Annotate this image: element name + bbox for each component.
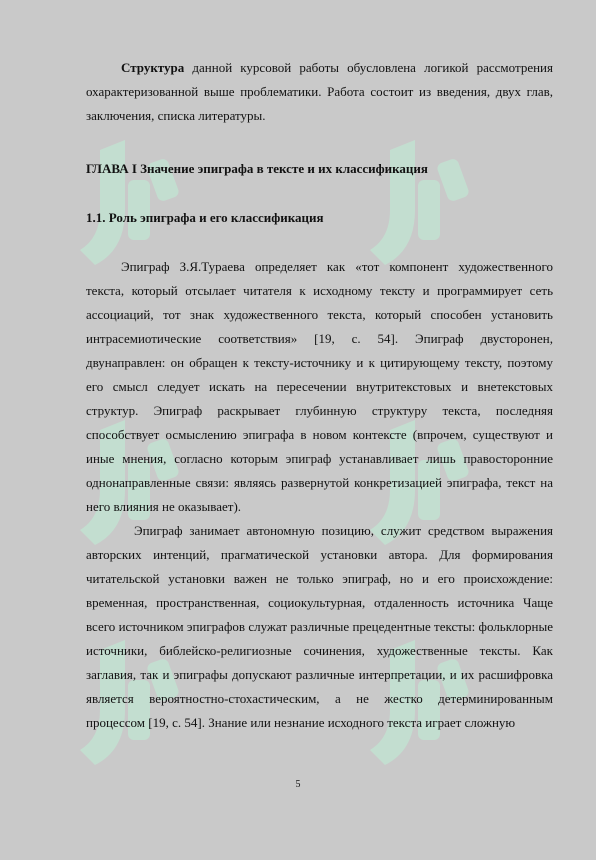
- intro-lead-word: Структура: [121, 60, 185, 75]
- page-number: 5: [295, 779, 301, 790]
- chapter-heading: ГЛАВА I Значение эпиграфа в тексте и их классификация: [86, 161, 428, 176]
- body-paragraph-2: Эпиграф занимает автономную позицию, служит средством выражения авторских интенций, прагматической установки автора. Для формирования читательской установки важен не только эпиграф, но и его происхождение: временная, пространственная, социокультурная, отдаленность источника Чаще всего источником эпиграфов служат различные прецедентные тексты: фольклорные источники, библейско-религиозные сочинения, художественные тексты. Как заглавия, так и эпиграфы допускают различные интерпретации, и их расшифровка является вероятностно-стохастическим, а не жестко детерминированным процессом [19, с. 54]. Знание или незнание исходного текста играет сложную: [86, 523, 553, 730]
- intro-text: данной курсовой работы обусловлена логикой рассмотрения охарактеризованной выше проблематики. Работа состоит из введения, двух глав, заключения, списка литературы.: [86, 60, 553, 123]
- intro-paragraph: [86, 56, 553, 128]
- body-paragraph-1: Эпиграф З.Я.Тураева определяет как «тот компонент художественного текста, который отсылает читателя к исходному тексту и программирует сеть ассоциаций, тот знак художественного текста, который способен установить интрасемиотические соответствия» [19, с. 54]. Эпиграф двусторонен, двунаправлен: он обращен к тексту-источнику и к цитирующему тексту, поэтому его смысл следует искать на пересечении внутритекстовых и внетекстовых структур. Эпиграф раскрывает глубинную структуру текста, последняя способствует осмыслению эпиграфа в новом контексте (впрочем, существуют и иные мнения, согласно которым эпиграф устанавливает лишь правосторонние однонаправленные связи: являясь развернутой конкретизацией эпиграфа, текст на него влияния не оказывает).: [86, 259, 553, 514]
- page-body: [86, 56, 553, 735]
- section-heading: 1.1. Роль эпиграфа и его классификация: [86, 210, 324, 225]
